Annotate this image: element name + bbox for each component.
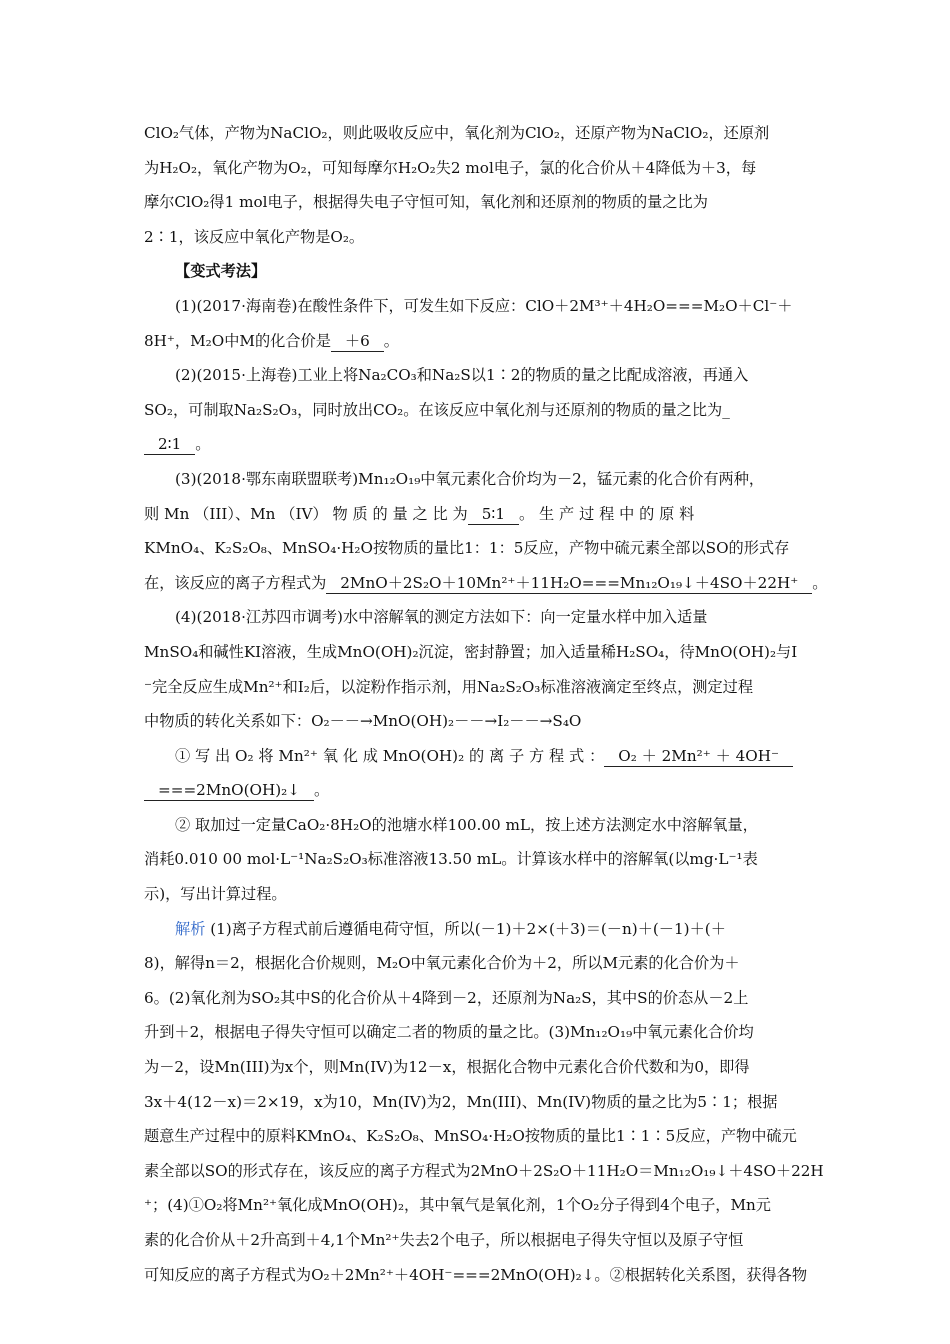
- text-line: [144, 1154, 824, 1189]
- line-text: 8)，解得n＝2，根据化合价规则，M₂O中氧元素化合价为＋2，所以M元素的化合价为＋: [144, 954, 740, 973]
- line-text: 素的化合价从＋2升高到＋4,1个Mn²⁺失去2个电子，所以根据电子得失守恒以及原子守恒: [144, 1231, 744, 1249]
- line-text: 3x＋4(12－x)＝2×19，x为10，Mn(IV)为2，Mn(III)、Mn(IV)物质的量之比为5∶1；根据: [144, 1092, 778, 1111]
- line-text: 升到＋2，根据电子得失守恒可以确定二者的物质的量之比。(3)Mn₁₂O₁₉中氧元素化合价均: [144, 1023, 754, 1042]
- answer-blank: O₂ ＋ 2Mn²⁺ ＋ 4OH⁻: [604, 746, 793, 767]
- text-line: [144, 600, 816, 635]
- text-line: [144, 1085, 816, 1120]
- line-text: 【变式考法】: [175, 262, 267, 281]
- text-line: [144, 912, 816, 947]
- text-line: [144, 1258, 816, 1293]
- answer-blank: 2MnO＋2S₂O＋10Mn²⁺＋11H₂O===Mn₁₂O₁₉↓＋4SO＋22H⁺: [326, 573, 812, 594]
- line-text: (1)离子方程式前后遵循电荷守恒，所以(－1)＋2×(＋3)＝(－n)＋(－1)＋(＋: [205, 919, 726, 938]
- text-line: [144, 289, 816, 324]
- text-line: [144, 116, 816, 151]
- line-text: (2)(2015·上海卷)工业上将Na₂CO₃和Na₂S以1∶2的物质的量之比配成溶液，再通入: [175, 366, 749, 385]
- text-line: [144, 427, 816, 462]
- text-line: [144, 773, 816, 808]
- line-text: SO₂，可制取Na₂S₂O₃，同时放出CO₂。在该反应中氧化剂与还原剂的物质的量之比为_: [144, 400, 730, 419]
- line-text: 2∶1，该反应中氧化产物是O₂。: [144, 227, 365, 246]
- line-text: ② 取加过一定量CaO₂·8H₂O的池塘水样100.00 mL，按上述方法测定水中溶解氧量，: [175, 815, 758, 834]
- line-text-after: 。: [812, 573, 828, 592]
- text-line: [144, 393, 816, 428]
- text-line: [144, 1015, 816, 1050]
- line-text-after: 。 生 产 过 程 中 的 原 料: [519, 504, 695, 523]
- line-text: (3)(2018·鄂东南联盟联考)Mn₁₂O₁₉中氧元素化合价均为－2，锰元素的化合价有两种，: [175, 469, 765, 488]
- line-text: (1)(2017·海南卷)在酸性条件下，可发生如下反应：ClO＋2M³⁺＋4H₂O===M₂O＋Cl⁻＋: [175, 296, 793, 315]
- text-line: [144, 358, 816, 393]
- text-line: [144, 185, 816, 220]
- text-line: [144, 1223, 816, 1258]
- text-line: [144, 704, 816, 739]
- text-line: [144, 635, 816, 670]
- text-line: [144, 842, 816, 877]
- line-text: ⁺；(4)①O₂将Mn²⁺氧化成MnO(OH)₂，其中氧气是氧化剂，1个O₂分子得到4个电子，Mn元: [144, 1196, 771, 1215]
- text-line: [144, 877, 816, 912]
- line-text: ① 写 出 O₂ 将 Mn²⁺ 氧 化 成 MnO(OH)₂ 的 离 子 方 程 式 ：: [175, 746, 605, 765]
- line-text: 8H⁺，M₂O中M的化合价是: [144, 331, 331, 350]
- analysis-label: 解析: [175, 919, 206, 938]
- line-text: ⁻完全反应生成Mn²⁺和I₂后，以淀粉作指示剂，用Na₂S₂O₃标准溶液滴定至终点，测定过程: [144, 677, 754, 696]
- document-body: [144, 116, 828, 1292]
- text-line: [144, 946, 816, 981]
- line-text: 则 Mn （III）、Mn （IV） 物 质 的 量 之 比 为: [144, 504, 468, 523]
- line-text: 摩尔ClO₂得1 mol电子，根据得失电子守恒可知，氧化剂和还原剂的物质的量之比为: [144, 193, 708, 212]
- text-line: [144, 151, 816, 186]
- text-line: [144, 324, 816, 359]
- line-text: 6。(2)氧化剂为SO₂其中S的化合价从＋4降到－2，还原剂为Na₂S，其中S的价态从－2上: [144, 988, 749, 1007]
- line-text: 为－2，设Mn(III)为x个，则Mn(IV)为12－x，根据化合物中元素化合价代数和为0，即得: [144, 1058, 750, 1077]
- text-line: [144, 531, 816, 566]
- line-text: 示)，写出计算过程。: [144, 885, 287, 904]
- text-line: [144, 220, 816, 255]
- answer-blank: 5∶1: [468, 504, 519, 525]
- line-text: 素全部以SO的形式存在，该反应的离子方程式为2MnO＋2S₂O＋11H₂O＝Mn₁₂O₁₉↓＋4SO＋22H: [144, 1161, 824, 1180]
- line-text: 题意生产过程中的原料KMnO₄、K₂S₂O₈、MnSO₄·H₂O按物质的量比1∶1∶5反应，产物中硫元: [144, 1127, 797, 1146]
- answer-blank: ＋6: [331, 331, 384, 352]
- answer-blank: ===2MnO(OH)₂↓: [144, 780, 314, 801]
- text-line: [144, 1188, 816, 1223]
- line-text: 消耗0.010 00 mol·L⁻¹Na₂S₂O₃标准溶液13.50 mL。计算该水样中的溶解氧(以mg·L⁻¹表: [144, 850, 758, 869]
- line-text: 中物质的转化关系如下：O₂－－→MnO(OH)₂－－→I₂－－→S₄O: [144, 712, 582, 731]
- line-text: ClO₂气体，产物为NaClO₂，则此吸收反应中，氧化剂为ClO₂，还原产物为NaClO₂，还原剂: [144, 124, 770, 142]
- line-text: 为H₂O₂，氧化产物为O₂，可知每摩尔H₂O₂失2 mol电子，氯的化合价从＋4降低为＋3，每: [144, 158, 757, 177]
- text-line: [144, 739, 816, 774]
- text-line: [144, 670, 816, 705]
- line-text-after: 。: [313, 781, 330, 800]
- line-text-after: 。: [383, 331, 399, 350]
- line-text-after: 。: [195, 435, 211, 454]
- text-line: [144, 1119, 816, 1154]
- answer-blank: 2∶1: [144, 434, 195, 455]
- text-line: [144, 254, 816, 289]
- line-text: 可知反应的离子方程式为O₂＋2Mn²⁺＋4OH⁻===2MnO(OH)₂↓。②根据转化关系图，获得各物: [144, 1265, 808, 1284]
- line-text: KMnO₄、K₂S₂O₈、MnSO₄·H₂O按物质的量比1：1：5反应，产物中硫元素全部以SO的形式存: [144, 539, 790, 558]
- text-line: [144, 808, 816, 843]
- text-line: [144, 1050, 816, 1085]
- line-text: 在，该反应的离子方程式为: [144, 573, 327, 592]
- text-line: [144, 497, 816, 532]
- text-line: [144, 981, 816, 1016]
- line-text: MnSO₄和碱性KI溶液，生成MnO(OH)₂沉淀，密封静置；加入适量稀H₂SO₄，待MnO(OH)₂与I: [144, 642, 798, 661]
- text-line: [144, 462, 816, 497]
- text-line: [144, 566, 828, 601]
- line-text: (4)(2018·江苏四市调考)水中溶解氧的测定方法如下：向一定量水样中加入适量: [175, 608, 708, 627]
